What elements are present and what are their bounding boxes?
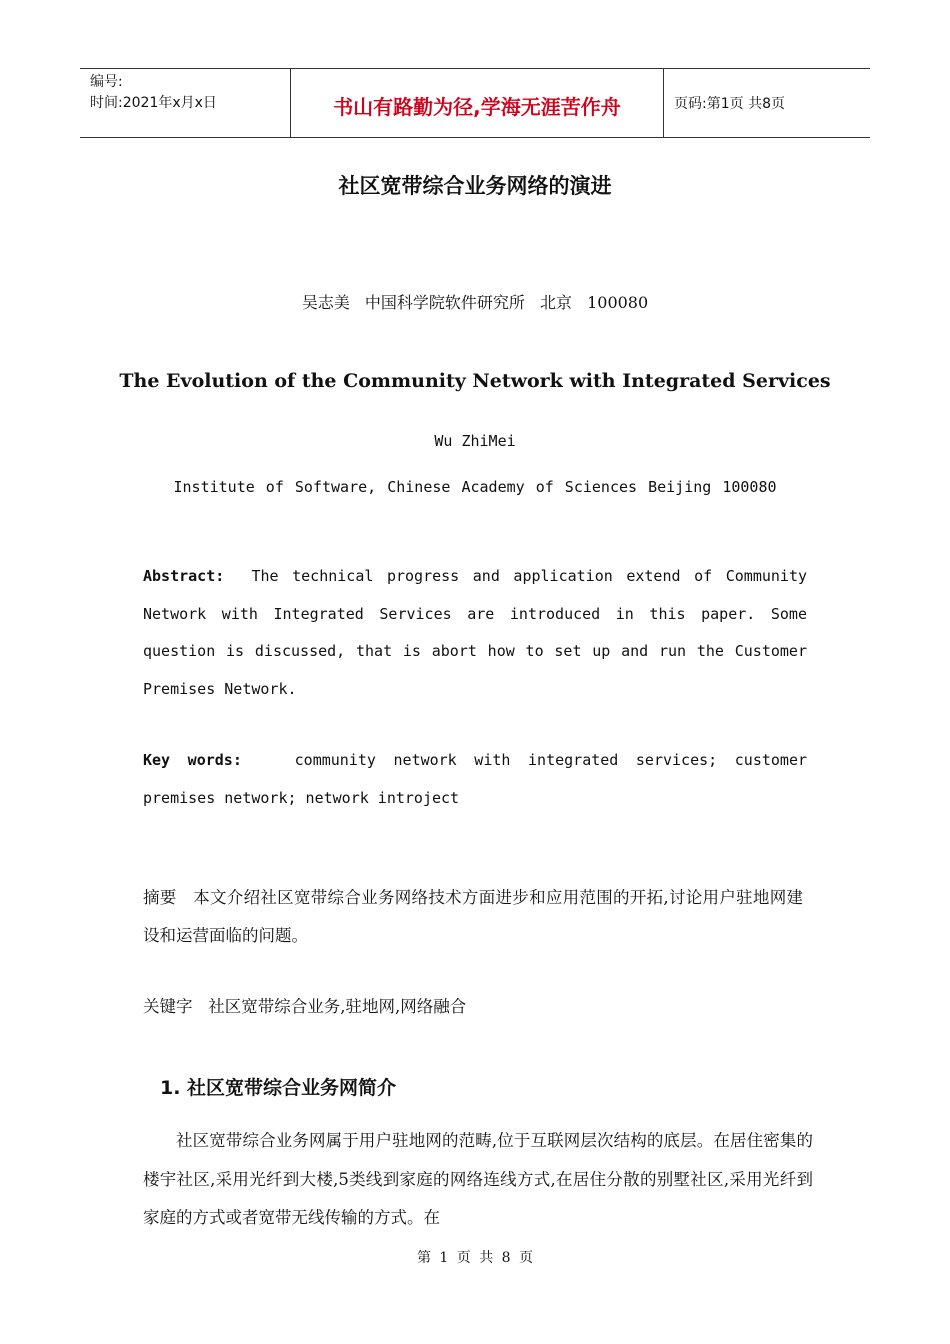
abstract-text-cn: 本文介绍社区宽带综合业务网络技术方面进步和应用范围的开拓,讨论用户驻地网建设和运营面临的问题。 [143,888,804,945]
abstract-text-en: The technical progress and application extend of Community Network with Integrated Services are introduced in this paper. Some question is discussed, that is abort how to set up and run the Customer Premises Network. [143,567,808,698]
keywords-label-cn: 关键字 [143,997,193,1016]
header-motto: 书山有路勤为径,学海无涯苦作舟 [291,69,664,137]
abstract-label-cn: 摘要 [143,888,177,907]
paper-title-en: The Evolution of the Community Network with Integrated Services [119,370,831,392]
abstract-label-en: Abstract: [143,567,225,585]
keywords-text-cn: 社区宽带综合业务,驻地网,网络融合 [208,997,467,1016]
keywords-text-en: community network with integrated services; customer premises network; network introject [143,751,808,807]
keywords-en [143,742,807,817]
author-en: Wu ZhiMei [434,432,516,450]
time-label: 时间:2021年x月x日 [90,95,217,111]
institution-en: Institute of Software, Chinese Academy of Sciences Beijing 100080 [173,478,777,496]
paper-title-cn: 社区宽带综合业务网络的演进 [338,174,612,198]
page-header [80,68,870,138]
section-1-heading: 1. 社区宽带综合业务网简介 [160,1077,397,1099]
author-line-cn: 吴志美 中国科学院软件研究所 北京 100080 [301,293,649,312]
keywords-cn [143,988,807,1026]
abstract-cn [143,879,803,955]
page-footer: 第 1 页 共 8 页 [416,1250,534,1266]
header-left-cell [80,69,291,137]
abstract-en [143,558,807,708]
number-label: 编号: [90,74,123,90]
section-1-body: 社区宽带综合业务网属于用户驻地网的范畴,位于互联网层次结构的底层。在居住密集的楼宇社区,采用光纤到大楼,5类线到家庭的网络连线方式,在居住分散的别墅社区,采用光纤到家庭的方式或者宽带无线传输的方式。在 [143,1131,813,1227]
header-page-info: 页码:第1页 共8页 [674,96,785,112]
keywords-label-en: Key words: [143,751,242,769]
